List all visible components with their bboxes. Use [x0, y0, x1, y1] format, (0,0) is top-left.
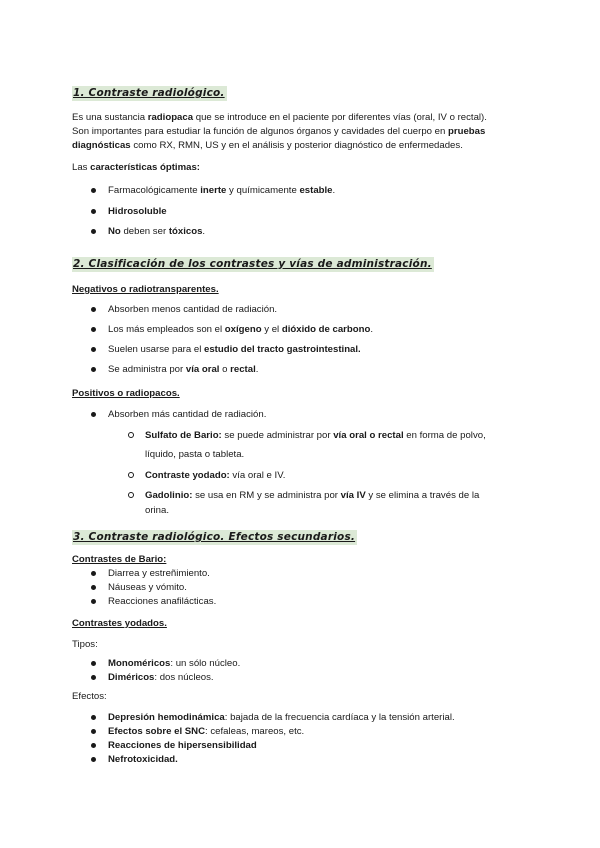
tipos-label: Tipos:	[72, 639, 98, 650]
efectos-label: Efectos:	[72, 691, 107, 702]
bullet-icon	[91, 209, 96, 214]
efecto-item-3: Reacciones de hipersensibilidad	[108, 740, 257, 751]
neg-item-2: Los más empleados son el oxígeno y el dióxido de carbono.	[108, 324, 373, 335]
efecto-item-1: Depresión hemodinámica: bajada de la frecuencia cardíaca y la tensión arterial.	[108, 712, 455, 723]
s1-item-1: Farmacológicamente inerte y químicamente estable.	[108, 185, 336, 196]
pos-item-1: Absorben más cantidad de radiación.	[108, 409, 267, 420]
bullet-icon	[91, 661, 96, 666]
bullet-icon	[91, 585, 96, 590]
circle-bullet-icon	[128, 492, 134, 498]
section-3-heading: 3. Contraste radiológico. Efectos secundarios.	[73, 531, 356, 543]
efecto-item-4: Nefrotoxicidad.	[108, 754, 178, 765]
pos-sub-yodado: Contraste yodado: vía oral e IV.	[145, 470, 286, 481]
neg-item-3: Suelen usarse para el estudio del tracto gastrointestinal.	[108, 344, 361, 355]
s1-paragraph-line-2: Son importantes para estudiar la función de algunos órganos y cavidades del cuerpo en pruebas	[72, 126, 486, 137]
bullet-icon	[91, 571, 96, 576]
bullet-icon	[91, 729, 96, 734]
s1-item-3: No deben ser tóxicos.	[108, 226, 206, 237]
negativos-subheading: Negativos o radiotransparentes.	[72, 284, 219, 295]
bullet-icon	[91, 675, 96, 680]
bullet-icon	[91, 367, 96, 372]
positivos-subheading: Positivos o radiopacos.	[72, 388, 180, 399]
tipo-item-2: Diméricos: dos núcleos.	[108, 672, 214, 683]
section-2-heading: 2. Clasificación de los contrastes y vías de administración.	[73, 258, 432, 270]
bullet-icon	[91, 229, 96, 234]
s1-paragraph-line-3: diagnósticas como RX, RMN, US y en el análisis y posterior diagnóstico de enfermedades.	[72, 140, 463, 151]
section-1-heading: 1. Contraste radiológico.	[73, 87, 225, 99]
bullet-icon	[91, 715, 96, 720]
bullet-icon	[91, 188, 96, 193]
bario-item-3: Reacciones anafilácticas.	[108, 596, 217, 607]
pos-sub-gadolinio-cont: orina.	[145, 505, 169, 516]
s1-item-2: Hidrosoluble	[108, 206, 167, 217]
s1-caracteristicas-label: Las características óptimas:	[72, 162, 200, 173]
bario-item-1: Diarrea y estreñimiento.	[108, 568, 210, 579]
bullet-icon	[91, 599, 96, 604]
neg-item-4: Se administra por vía oral o rectal.	[108, 364, 259, 375]
bullet-icon	[91, 327, 96, 332]
circle-bullet-icon	[128, 432, 134, 438]
bullet-icon	[91, 743, 96, 748]
yodados-subheading: Contrastes yodados.	[72, 618, 167, 629]
pos-sub-bario: Sulfato de Bario: se puede administrar por vía oral o rectal en forma de polvo,	[145, 430, 486, 441]
s1-paragraph-line-1: Es una sustancia radiopaca que se introduce en el paciente por diferentes vías (oral, IV o rectal).	[72, 112, 487, 123]
bario-subheading: Contrastes de Bario:	[72, 554, 167, 565]
bullet-icon	[91, 307, 96, 312]
efecto-item-2: Efectos sobre el SNC: cefaleas, mareos, etc.	[108, 726, 305, 737]
pos-sub-bario-cont: líquido, pasta o tableta.	[145, 449, 245, 460]
tipo-item-1: Monoméricos: un sólo núcleo.	[108, 658, 241, 669]
bullet-icon	[91, 757, 96, 762]
bullet-icon	[91, 412, 96, 417]
neg-item-1: Absorben menos cantidad de radiación.	[108, 304, 278, 315]
bario-item-2: Náuseas y vómito.	[108, 582, 187, 593]
pos-sub-gadolinio: Gadolinio: se usa en RM y se administra por vía IV y se elimina a través de la	[145, 490, 480, 501]
circle-bullet-icon	[128, 472, 134, 478]
bullet-icon	[91, 347, 96, 352]
